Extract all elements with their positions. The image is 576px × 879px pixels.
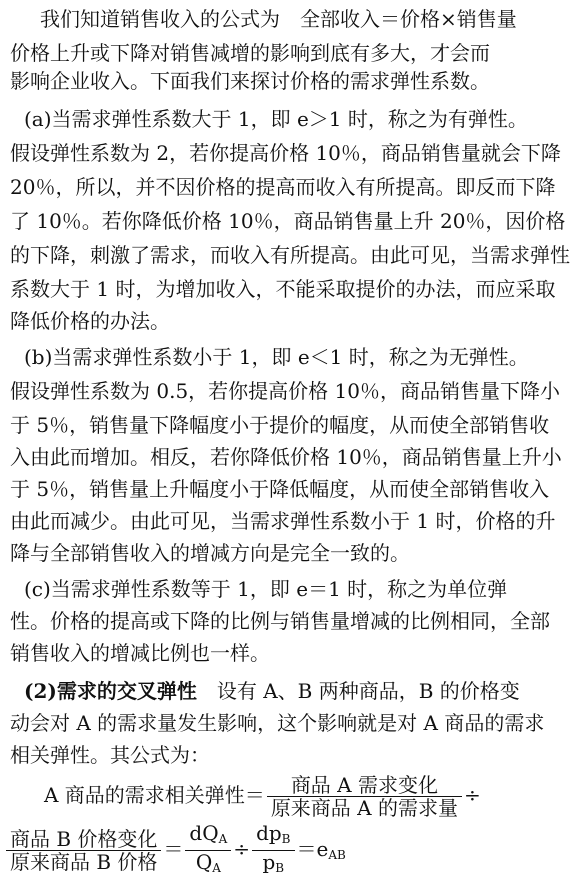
para-c-line-1: (c)当需求弹性系数等于 1，即 e＝1 时，称之为单位弹 [24, 577, 508, 601]
para-c-line-2: 性。价格的提高或下降的比例与销售量增减的比例相同，全部 [10, 609, 550, 633]
formula-q-denominator [185, 851, 231, 879]
para-b-line-2: 假设弹性系数为 0.5，若你提高价格 10％，商品销售量下降小 [10, 379, 560, 403]
formula-equals-2: ＝e [296, 837, 329, 861]
formula-fraction-dp [252, 822, 294, 879]
formula-q-text: Q [195, 850, 213, 874]
formula-frac2-denominator: 原来商品 B 价格 [10, 850, 158, 874]
formula-fraction-demand [267, 774, 462, 819]
para-b-line-7: 降与全部销售收入的增减方向是完全一致的。 [10, 541, 410, 565]
formula-fraction-price [6, 828, 161, 873]
para-b-line-3: 于 5％，销售量下降幅度小于提价的幅度，从而使全部销售收 [10, 413, 550, 437]
para-b-line-5: 于 5％，销售量上升幅度小于降低幅度，从而使全部销售收入 [10, 477, 550, 501]
formula-q-subscript: A [212, 861, 221, 875]
formula-p-denominator [252, 851, 294, 879]
para-a-line-1: (a)当需求弹性系数大于 1，即 e＞1 时，称之为有弹性。 [24, 107, 528, 131]
formula-dq-subscript: A [218, 832, 228, 846]
formula-dq-text: dQ [189, 821, 219, 845]
formula-fraction-dq [185, 822, 231, 879]
intro-line-1: 我们知道销售收入的公式为 全部收入＝价格×销售量 [40, 7, 517, 31]
para-b-line-1: (b)当需求弹性系数小于 1，即 e＜1 时，称之为无弹性。 [24, 345, 529, 369]
formula-p-text: p [262, 850, 276, 874]
para-b-line-6: 由此而减少。由此可见，当需求弹性系数小于 1 时，价格的升 [10, 509, 556, 533]
para-b-line-4: 入由此而增加。相反，若你降低价格 10％，商品销售量上升小 [10, 445, 562, 469]
formula-frac2-numerator: 商品 B 价格变化 [6, 828, 161, 851]
formula-lhs: A 商品的需求相关弹性＝ [44, 783, 265, 807]
cross-line-2: 动会对 A 的需求量发生影响，这个影响就是对 A 商品的需求 [10, 711, 545, 735]
cross-line-1-rest: 设有 A、B 两种商品，B 的价格变 [196, 679, 520, 703]
formula-divide-2: ÷ [233, 837, 251, 861]
formula-equals-1: ＝ [163, 837, 184, 861]
para-a-line-5: 的下降，刺激了需求，而收入有所提高。由此可见，当需求弹性 [10, 243, 570, 267]
cross-line-3: 相关弹性。其公式为： [10, 743, 210, 767]
formula-result-subscript: AB [328, 848, 346, 862]
para-c-line-3: 销售收入的增减比例也一样。 [10, 641, 270, 665]
para-a-line-6: 系数大于 1 时，为增加收入，不能采取提价的办法，而应采取 [10, 277, 556, 301]
intro-line-2: 价格上升或下降对销售减增的影响到底有多大，才会而 [10, 41, 490, 65]
formula-frac1-denominator: 原来商品 A 的需求量 [270, 796, 458, 820]
para-a-line-4: 了 10％。若你降低价格 10％，商品销售量上升 20％，因价格 [10, 209, 566, 233]
para-a-line-7: 降低价格的办法。 [10, 309, 170, 333]
formula-row-2 [6, 822, 346, 879]
formula-dp-numerator [252, 822, 294, 851]
formula-dp-text: dp [256, 821, 282, 845]
cross-heading: (2)需求的交叉弹性 [24, 679, 197, 703]
cross-line-1 [0, 678, 576, 704]
formula-dq-numerator [185, 822, 231, 851]
para-a-line-3: 20％，所以，并不因价格的提高而收入有所提高。即反而下降 [10, 175, 556, 199]
formula-row-1 [44, 774, 481, 819]
para-a-line-2: 假设弹性系数为 2，若你提高价格 10％，商品销售量就会下降 [10, 141, 561, 165]
formula-p-subscript: B [275, 861, 285, 875]
formula-divide-1: ÷ [463, 783, 481, 807]
formula-frac1-numerator: 商品 A 需求变化 [267, 774, 462, 797]
intro-line-3: 影响企业收入。下面我们来探讨价格的需求弹性系数。 [10, 69, 490, 93]
formula-dp-subscript: B [281, 832, 291, 846]
